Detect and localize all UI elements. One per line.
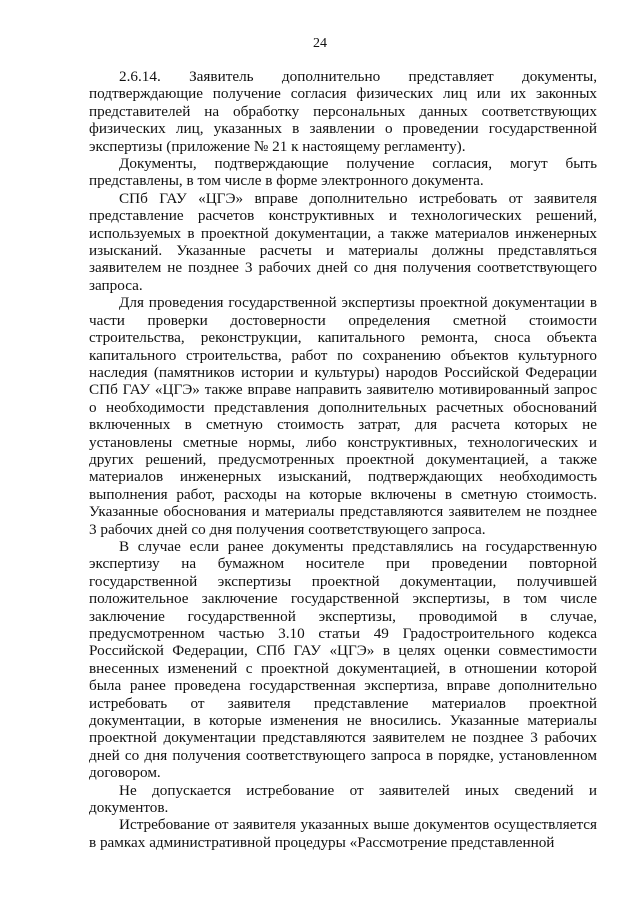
paragraph-no-other-documents: Не допускается истребование от заявителей иных сведений и документов. — [89, 781, 597, 817]
paragraph-estimate-verification: Для проведения государственной экспертизы проектной документации в части проверки достоверности определения сметной стоимости строительства, реконструкции, капитального ремонта, сноса объекта капитального строительства, работ по сохранению объектов культурного наследия (памятников истории и культуры) народов Российской Федерации СПб ГАУ «ЦГЭ» также вправе направить заявителю мотивированный запрос о необходимости представления дополнительных расчетных обоснований включенных в сметную стоимость затрат, для расчета которых не установлены сметные нормы, либо конструктивных, технологических и других решений, предусмотренных проектной документацией, а также материалов инженерных изысканий, подтверждающих необходимость выполнения работ, расходы на которые включены в сметную стоимость. Указанные обоснования и материалы представляются заявителем не позднее 3 рабочих дней со дня получения соответствующего запроса. — [89, 294, 597, 538]
paragraph-repeat-expertise: В случае если ранее документы представлялись на государственную экспертизу на бумажном носителе при проведении повторной государственной экспертизы проектной документации, получившей положительное заключение государственной экспертизы, в том числе заключение государственной экспертизы, проводимой в случае, предусмотренном частью 3.10 статьи 49 Градостроительного кодекса Российской Федерации, СПб ГАУ «ЦГЭ» в целях оценки совместимости внесенных изменений с проектной документацией, в отношении которой была ранее проведена государственная экспертиза, вправе дополнительно истребовать от заявителя представление материалов проектной документации, в которые изменения не вносились. Указанные материалы проектной документации представляются заявителем не позднее 3 рабочих дней со дня получения соответствующего запроса в порядке, установленном договором. — [89, 537, 597, 782]
paragraph-administrative-procedure: Истребование от заявителя указанных выше документов осуществляется в рамках административной процедуры «Рассмотрение представленной — [89, 816, 597, 851]
document-body — [89, 68, 597, 851]
paragraph-calculations-request: СПб ГАУ «ЦГЭ» вправе дополнительно истребовать от заявителя представление расчетов конструктивных и технологических решений, используемых в проектной документации, а также материалов инженерных изысканий. Указанные расчеты и материалы должны представляться заявителем не позднее 3 рабочих дней со дня получения соответствующего запроса. — [89, 189, 597, 294]
paragraph-2-6-14: 2.6.14. Заявитель дополнительно представляет документы, подтверждающие получение согласия физических лиц или их законных представителей на обработку персональных данных соответствующих физических лиц, указанных в заявлении о проведении государственной экспертизы (приложение № 21 к настоящему регламенту). — [89, 68, 597, 155]
paragraph-consent-documents: Документы, подтверждающие получение согласия, могут быть представлены, в том числе в форме электронного документа. — [89, 155, 597, 190]
page-number: 24 — [313, 36, 327, 51]
